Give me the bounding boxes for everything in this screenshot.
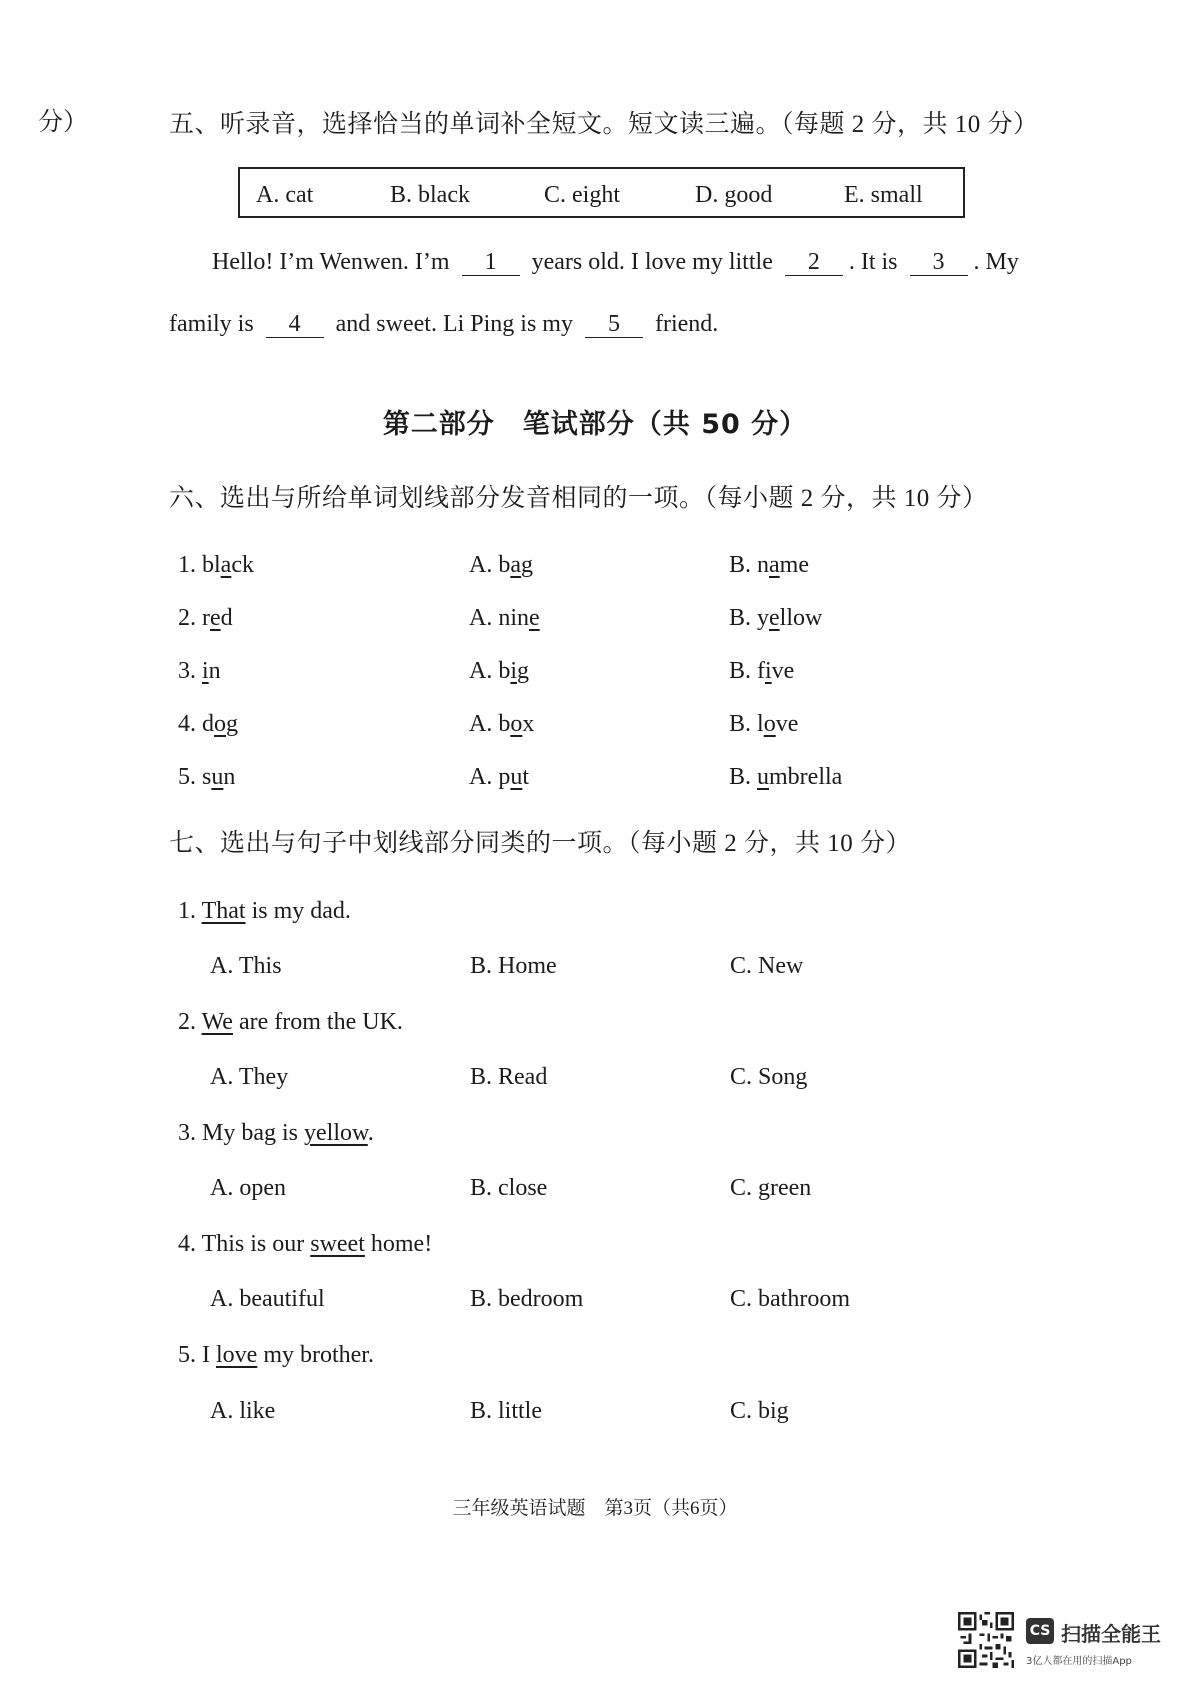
category-question: 1. That is my dad. bbox=[178, 898, 351, 924]
category-question: 5. I love my brother. bbox=[178, 1342, 374, 1368]
choice-b: B. Read bbox=[470, 1064, 548, 1090]
margin-stub-text: 分） bbox=[38, 109, 89, 136]
choice-b: B. close bbox=[470, 1175, 548, 1201]
blank-4: 4 bbox=[266, 311, 324, 338]
qr-code-icon bbox=[958, 1612, 1014, 1668]
choice-a: A. like bbox=[210, 1398, 276, 1424]
choice-b: B. Home bbox=[470, 953, 557, 979]
choice-c: C. bathroom bbox=[730, 1286, 850, 1312]
phonics-option-b: B. love bbox=[729, 711, 799, 737]
section7-heading: 七、选出与句子中划线部分同类的一项。（每小题 2 分，共 10 分） bbox=[169, 830, 912, 857]
category-question: 3. My bag is yellow. bbox=[178, 1120, 374, 1146]
phonics-option-b: B. yellow bbox=[729, 605, 823, 631]
passage-text: Hello! I’m Wenwen. I’m bbox=[212, 249, 450, 275]
category-question: 4. This is our sweet home! bbox=[178, 1231, 433, 1257]
phonics-word: 3. in bbox=[178, 658, 221, 684]
word-bank-option: C. eight bbox=[544, 182, 620, 208]
section5-heading: 五、听录音，选择恰当的单词补全短文。短文读三遍。（每题 2 分，共 10 分） bbox=[169, 111, 1039, 138]
blank-1: 1 bbox=[462, 249, 520, 276]
phonics-option-a: A. nine bbox=[469, 605, 540, 631]
phonics-option-b: B. name bbox=[729, 552, 809, 578]
passage-text: . It is bbox=[848, 249, 898, 275]
phonics-word: 2. red bbox=[178, 605, 233, 631]
scanner-watermark bbox=[958, 1612, 1173, 1672]
category-question: 2. We are from the UK. bbox=[178, 1009, 403, 1035]
phonics-word: 5. sun bbox=[178, 764, 236, 790]
part2-title: 第二部分 笔试部分（共 50 分） bbox=[382, 409, 808, 440]
scanner-logo: CS bbox=[1026, 1618, 1054, 1644]
phonics-word: 4. dog bbox=[178, 711, 238, 737]
choice-a: A. beautiful bbox=[210, 1286, 325, 1312]
word-bank-box bbox=[238, 167, 965, 218]
choice-a: A. This bbox=[210, 953, 282, 979]
blank-2: 2 bbox=[785, 249, 843, 276]
choice-b: B. little bbox=[470, 1398, 542, 1424]
choice-a: A. open bbox=[210, 1175, 286, 1201]
blank-5: 5 bbox=[585, 311, 643, 338]
blank-3: 3 bbox=[910, 249, 968, 276]
word-bank-option: D. good bbox=[695, 182, 773, 208]
phonics-option-a: A. box bbox=[469, 711, 535, 737]
passage-text: and sweet. Li Ping is my bbox=[335, 311, 573, 337]
word-bank-option: B. black bbox=[390, 182, 470, 208]
choice-a: A. They bbox=[210, 1064, 289, 1090]
choice-c: C. New bbox=[730, 953, 804, 979]
phonics-option-a: A. big bbox=[469, 658, 530, 684]
phonics-option-b: B. five bbox=[729, 658, 795, 684]
passage-line-2 bbox=[169, 311, 718, 338]
section6-heading: 六、选出与所给单词划线部分发音相同的一项。（每小题 2 分，共 10 分） bbox=[169, 485, 988, 512]
passage-text: friend. bbox=[654, 311, 719, 337]
phonics-option-a: A. bag bbox=[469, 552, 533, 578]
phonics-word: 1. black bbox=[178, 552, 254, 578]
passage-text: . My bbox=[973, 249, 1019, 275]
word-bank-option: A. cat bbox=[256, 182, 314, 208]
phonics-option-b: B. umbrella bbox=[729, 764, 843, 790]
choice-c: C. big bbox=[730, 1398, 789, 1424]
scanner-tagline: 3亿人都在用的扫描App bbox=[1026, 1656, 1132, 1667]
choice-b: B. bedroom bbox=[470, 1286, 584, 1312]
phonics-option-a: A. put bbox=[469, 764, 530, 790]
scanner-app-name: 扫描全能王 bbox=[1061, 1622, 1161, 1646]
passage-text: family is bbox=[169, 311, 254, 337]
choice-c: C. Song bbox=[730, 1064, 808, 1090]
passage-text: years old. I love my little bbox=[531, 249, 773, 275]
choice-c: C. green bbox=[730, 1175, 812, 1201]
word-bank-option: E. small bbox=[844, 182, 923, 208]
page-footer: 三年级英语试题 第3页（共6页） bbox=[452, 1498, 738, 1519]
passage-line-1 bbox=[212, 249, 1019, 276]
